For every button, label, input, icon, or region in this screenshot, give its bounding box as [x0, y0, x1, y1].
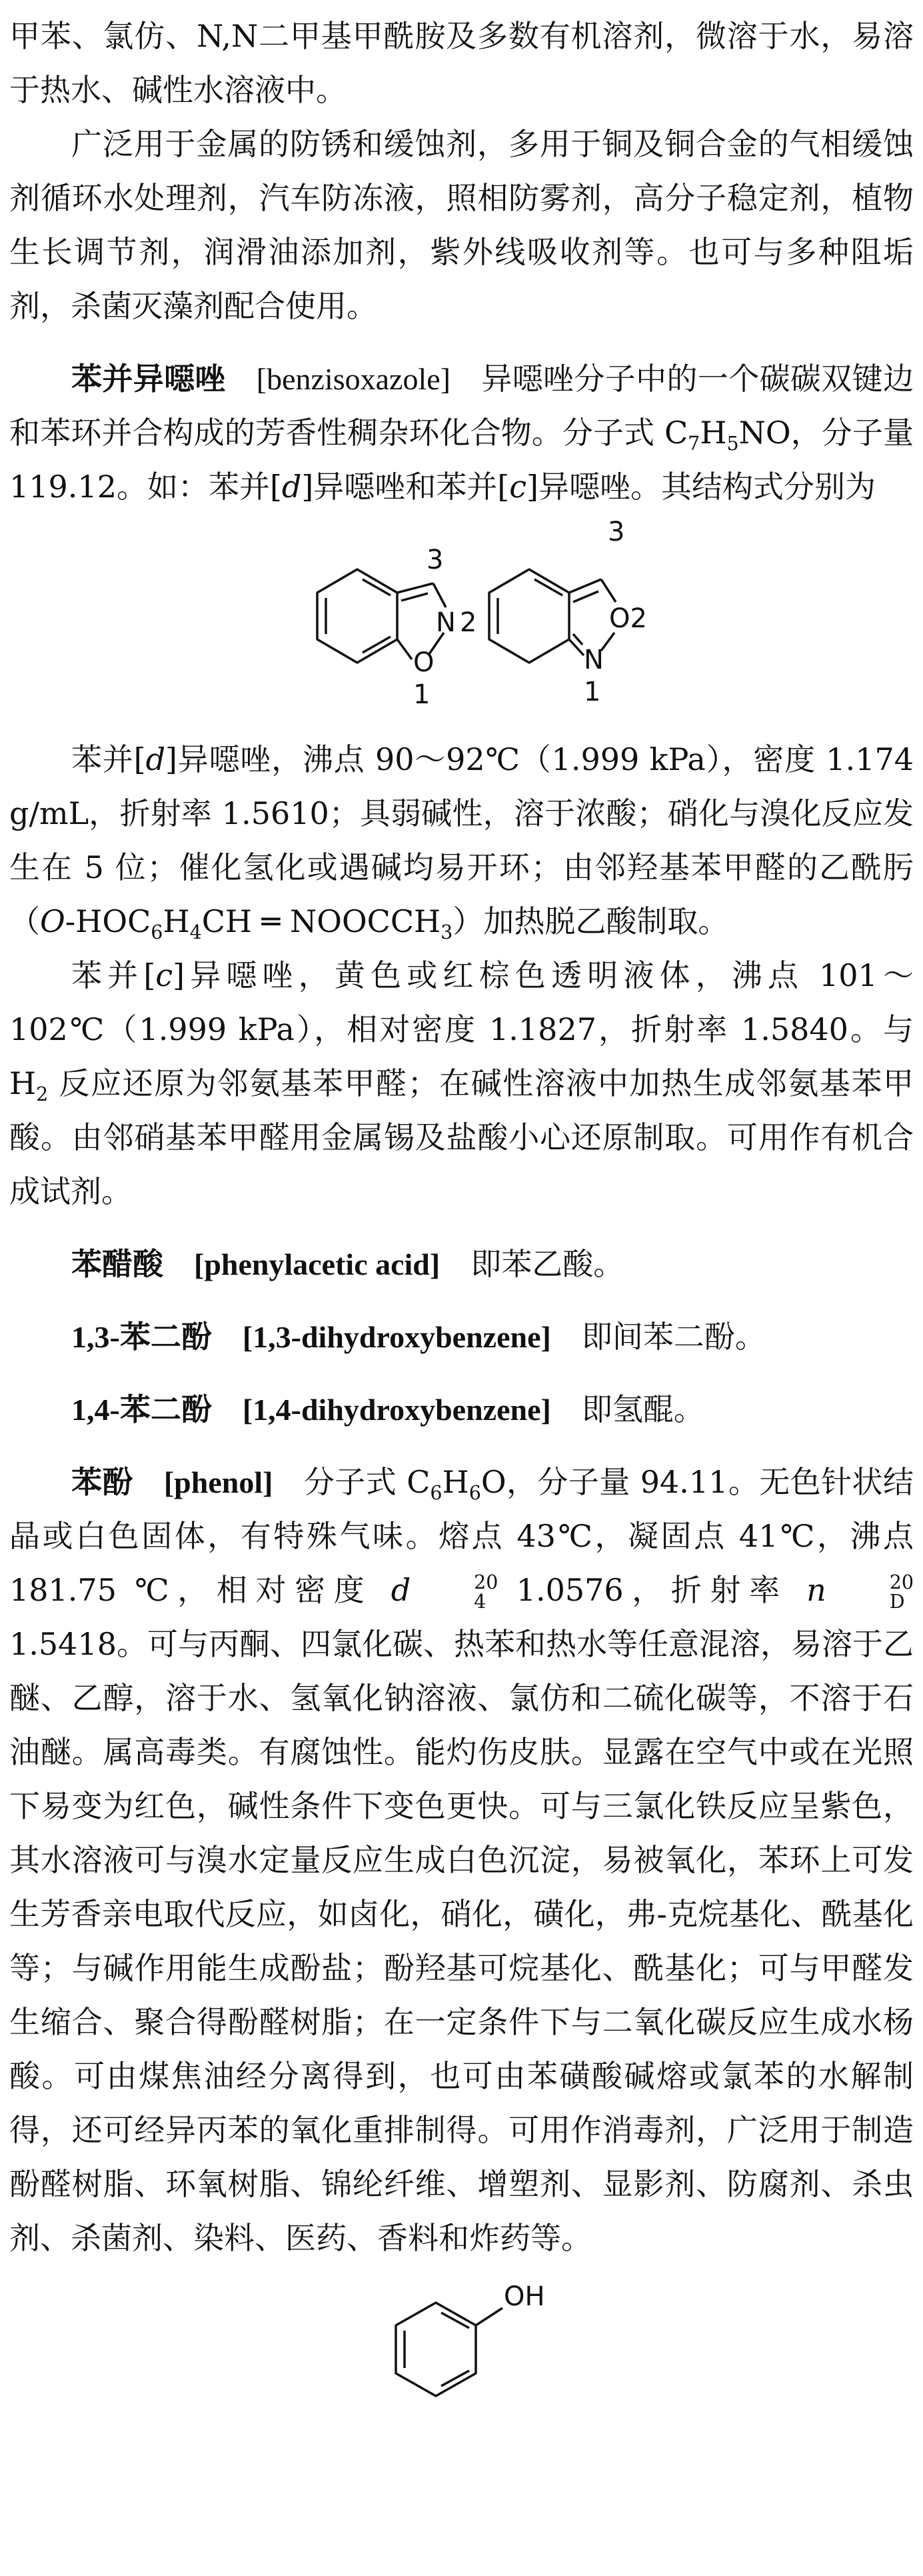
- benzisoxazole-structures-figure: [9, 514, 914, 707]
- struct1-n: N: [436, 607, 456, 638]
- struct1-o: O: [413, 647, 435, 678]
- entry-definition: 即间苯二酚。: [581, 1319, 766, 1355]
- struct1-pos1: 1: [413, 679, 431, 707]
- struct2-o2: O2: [609, 603, 647, 634]
- entry-term-en: [benzisoxazole]: [256, 362, 451, 396]
- formula-subscript: 7: [688, 433, 700, 455]
- struct1-pos3: 3: [427, 545, 444, 575]
- struct2-n: N: [584, 645, 604, 675]
- italic-locant: d: [281, 469, 302, 505]
- entry-term-en: [phenylacetic acid]: [194, 1247, 441, 1281]
- paragraph-text: ]异噁唑，黄色或红棕色透明液体，沸点 101～102℃（1.999 kPa），相对密度 1.1827，折射率 1.5840。与 H: [9, 957, 914, 1101]
- formula-subscript: 2: [36, 1083, 49, 1106]
- entry-definition: O，分子量 94.11。无色针状结晶或白色固体，有特殊气味。熔点 43℃，凝固点 41℃，沸点 181.75 ℃，相对密度: [9, 1464, 914, 1608]
- struct2-pos1: 1: [584, 677, 601, 707]
- entry-definition: 1.5418。可与丙酮、四氯化碳、热苯和热水等任意混溶，易溶于乙醚、乙醇，溶于水、氢氧化钠溶液、氯仿和二硫化碳等，不溶于石油醚。属高毒类。有腐蚀性。能灼伤皮肤。显露在空气中或在光照下易变为红色，碱性条件下变色更快。可与三氯化铁反应呈紫色，其水溶液可与溴水定量反应生成白色沉淀，易被氧化，苯环上可发生芳香亲电取代反应，如卤化，硝化，磺化，弗-克烷基化、酰基化等；与碱作用能生成酚盐；酚羟基可烷基化、酰基化；可与甲醛发生缩合、聚合得酚醛树脂；在一定条件下与二氧化碳反应生成水杨酸。可由煤焦油经分离得到，也可由苯磺酸碱熔或氯苯的水解制得，还可经异丙苯的氧化重排制得。可用作消毒剂，广泛用于制造酚醛树脂、环氧树脂、锦纶纤维、增塑剂、显影剂、防腐剂、杀虫剂、杀菌剂、染料、医药、香料和炸药等。: [9, 1626, 914, 2256]
- italic-locant: c: [509, 469, 527, 505]
- phenol-structure-figure: [9, 2275, 914, 2401]
- formula-subscript: 5: [726, 433, 739, 455]
- italic-locant: d: [145, 741, 166, 777]
- entry-term-en: [phenol]: [163, 1465, 273, 1499]
- italic-locant: c: [155, 957, 173, 993]
- entry-definition: 1.0576，折射率: [498, 1572, 807, 1608]
- entry-definition: ]异噁唑和苯并[: [301, 469, 510, 505]
- phenol-structure-diagram: [9, 2275, 914, 2401]
- dihydroxybenzene-13-entry: [9, 1310, 914, 1364]
- struct1-pos2: 2: [460, 607, 477, 638]
- entry-term-cn: 苯酚: [71, 1464, 133, 1500]
- intro-solubility-paragraph: 甲苯、氯仿、N,N二甲基甲酰胺及多数有机溶剂，微溶于水，易溶于热水、碱性水溶液中。: [9, 18, 914, 108]
- formula-subscript: 3: [441, 921, 453, 944]
- refractive-superscript: 20: [889, 1571, 914, 1594]
- entry-term-en: [1,4-dihydroxybenzene]: [242, 1393, 551, 1427]
- refractive-indices: [828, 1573, 914, 1611]
- paragraph-text: 苯并[: [71, 957, 156, 993]
- entry-definition: 异噁唑分子中的一个碳碳双键边和苯环并合构成的芳香性稠杂环化合物。分子式 C: [9, 361, 914, 451]
- hydroxyl-label: OH: [504, 2281, 545, 2312]
- paragraph-text: ）加热脱乙酸制取。: [453, 903, 729, 939]
- document-page: [9, 0, 914, 2401]
- phenol-benzene-ring: [396, 2303, 476, 2396]
- formula-subscript: 6: [430, 1482, 443, 1505]
- entry-term-number: 1,4-: [71, 1393, 120, 1427]
- formula-text: H: [700, 415, 727, 451]
- benzo-c-isoxazole-paragraph: [9, 949, 914, 1219]
- entry-definition: H: [442, 1464, 469, 1500]
- density-indices: [412, 1573, 498, 1611]
- formula-subscript: 6: [151, 921, 163, 944]
- dihydroxybenzene-14-entry: [9, 1383, 914, 1437]
- refractive-subscript: D: [889, 1591, 905, 1613]
- entry-term-cn: 苯二酚: [119, 1319, 212, 1355]
- entry-definition: 即苯乙酸。: [470, 1246, 624, 1282]
- benzo-d-isoxazole-paragraph: [9, 733, 914, 949]
- ring-2: [489, 569, 569, 663]
- paragraph-text: 苯并[: [71, 741, 146, 777]
- entry-term-number: 1,3-: [71, 1320, 120, 1354]
- paragraph-text: CH ═ NOOCCH: [201, 903, 441, 939]
- density-symbol: d: [391, 1572, 411, 1608]
- struct2-pos3: 3: [608, 517, 625, 547]
- entry-definition: 即氢醌。: [581, 1391, 704, 1427]
- entry-definition: 分子式 C: [303, 1464, 431, 1500]
- benzene-ring-1: [317, 569, 397, 663]
- paragraph-text: ]异噁唑，沸点 90～92℃（1.999 kPa），密度 1.174 g/mL，折射率 1.5610；具弱碱性，溶于浓酸；硝化与溴化反应发生在 5 位；催化氢化或遇碱均易开环；由邻羟基苯甲醛的乙酰肟（: [9, 741, 914, 939]
- entry-term-en: [1,3-dihydroxybenzene]: [242, 1320, 551, 1354]
- entry-definition: ]异噁唑。其结构式分别为: [526, 469, 876, 505]
- density-superscript: 20: [474, 1571, 498, 1594]
- phenol-entry: [9, 1455, 914, 2265]
- entry-definition: NO，分子量 119.12。如：苯并[: [9, 415, 914, 505]
- entry-term-cn: 苯二酚: [119, 1391, 212, 1427]
- entry-term-cn: 苯醋酸: [71, 1246, 163, 1282]
- entry-term-cn: 苯并异噁唑: [71, 361, 226, 397]
- density-subscript: 4: [474, 1591, 486, 1613]
- structure-diagram: [9, 514, 914, 707]
- formula-subscript: 6: [468, 1482, 481, 1505]
- italic-locant: O: [40, 903, 65, 939]
- formula-subscript: 4: [189, 921, 202, 944]
- paragraph-text: -HOC: [65, 903, 151, 939]
- phenylacetic-acid-entry: [9, 1237, 914, 1291]
- benzisoxazole-entry: [9, 352, 914, 514]
- intro-applications-paragraph: 广泛用于金属的防锈和缓蚀剂，多用于铜及铜合金的气相缓蚀剂循环水处理剂，汽车防冻液，照相防雾剂，高分子稳定剂，植物生长调节剂，润滑油添加剂，紫外线吸收剂等。也可与多种阻垢剂，杀菌灭藻剂配合使用。: [9, 126, 914, 324]
- paragraph-text: H: [163, 903, 190, 939]
- refractive-index-symbol: n: [806, 1572, 826, 1608]
- paragraph-text: 反应还原为邻氨基苯甲醛；在碱性溶液中加热生成邻氨基苯甲酸。由邻硝基苯甲醛用金属锡及盐酸小心还原制取。可用作有机合成试剂。: [9, 1065, 914, 1209]
